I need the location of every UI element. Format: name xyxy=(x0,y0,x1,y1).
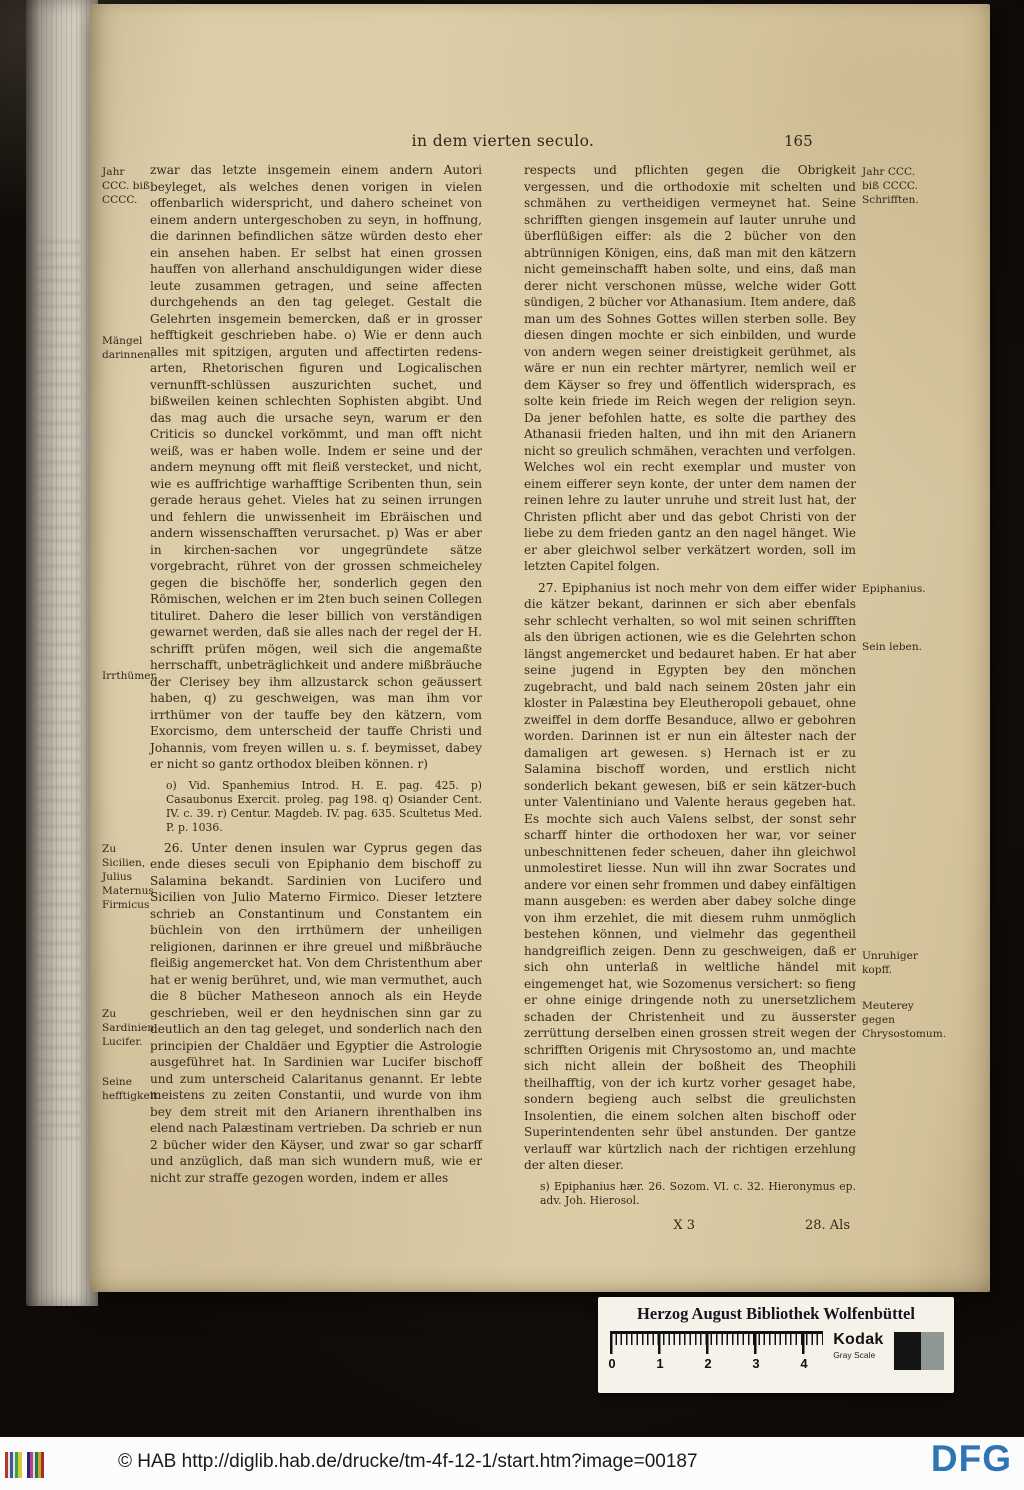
margin-note-hefftigkeit: Seine hefftigkeit. xyxy=(102,1076,161,1102)
ruler-number: 0 xyxy=(608,1356,616,1371)
left-paragraph-continued: zwar das letzte insgemein einem andern Autori beyleget, als welches denen vorigen in vielen offenbarlich widerspricht, und dahero scheinet von einem andern untergeschoben zu seyn, in hoffnung, die darinnen befindlichen sätze würden desto eher ein ansehen haben. Er selbst hat einen grossen hauffen von allerhand anschuldigungen wider diese leute zusammen getragen, und seine affecten durchgehends an den tag geleget. Gestalt die Gelehrten insgemein bemercken, daß er in grosser hefftigkeit geschrieben habe. o) Wie er denn auch alles mit spitzigen, arguten und affectirten redens-arten, Rhetorischen figuren und Logicalischen vernunfft-schlüssen auszurichten suchet, und bißweilen keinen schlechten Sophisten abgibt. Und das mag auch die ursache seyn, warum er den Criticis so dunckel vorkömmt, und man offt nicht weiß, was er haben wolle. Indem er seine und der andern meynung offt mit fleiß verstecket, und nicht, wie es auffrichtige warhafftige Scribenten thun, sein gerade heraus gehet. Vieles hat zu seinen irrungen und fehlern die unwissenheit im Ebräischen und andern wissenschafften verursachet. p) Was er aber in kirchen-sachen vor ungegründete sätze vorgebracht, rühret von der grossen schmeicheley gegen die bischöffe her, sonderlich gegen den Römischen, welchen er im 2ten buch seinen Collegen tituliret. Dahero die leser billich von verständigen gewarnet werden, daß sie alles nach der regel der H. schrifft prüfen mögen, weil sich die angemaßte herrschafft, unbeträglichkeit und andere mißbräuche der Clerisey bey ihm allzustarck schon geäussert haben, q) zu geschweigen, was man ihm vor irrthümer von der tauffe bey den kätzern, vom Exorcismo, dem unterscheid der tauffe Christi und Johannis, vom freyen willen u. s. f. beymisset, dabey er nicht so gantz orthodox bleiben können. r) xyxy=(150,163,482,771)
dfg-logo: DFG xyxy=(930,1438,1012,1479)
section-27-paragraph: 27. Epiphanius ist noch mehr von dem eiffer wider die kätzer bekant, darinnen er sich aber ebenfals sehr schlecht verhalten, so wol mit seinen schrifften als den übrigen actionen, wie es die Gelehrten schon längst angemercket und bedauret haben. Er hat aber seine jugend in Egypten bey den mönchen zugebracht, und bald nach seinem 20sten jahr ein kloster in Palæstina bey Eleutheropoli gebauet, ohne zweiffel in dem dorffe Besanduce, allwo er gebohren worden. Darinnen ist er nun ein ältester nach der damaligen art gewesen. s) Hernach ist er zu Salamina bischoff worden, und erstlich nicht sonderlich bekant gewesen, biß er sein kätzer-buch unter Valentiniano und Valente heraus gegeben hat. Es mochte sich auch Valens selbst, der sonst sehr scharff hinter die orthodoxen her war, vor seiner unbeschnittenen feder scheuen, daher ihn gleichwol unmolestiret liesse. Nun will ihn zwar Socrates und andere vor einen sehr frommen und dabey einfältigen mann ausgeben: es werden aber dabey solche dinge von ihm erzehlet, die mit diesem ruhm unmöglich bestehen können, und vielmehr das gegentheil handgreiflich zeigen. Denn zu geschweigen, daß er sich ohn unterlaß in weltliche händel mit eingemenget hat, wie Sozomenus versichert: so fieng er ohne einige dringende noth zu unersetzlichem schaden der Christenheit und zu äusserster zerrüttung derselben einen grossen streit wegen der schrifften Origenis mit Chrysostomo an, und machte sich nicht allein der boßheit des Theophili theilhafftig, von der ich kurtz vorher gesaget habe, sondern begieng auch selbst die greulichsten Insolentien, die einem solchen alten bischoff oder Superintendenten sehr übel anstunden. Der gantze verlauff war kürtzlich nach der richtigen erzehlung der alten dieser. xyxy=(524,580,856,1172)
book-page-edges xyxy=(26,0,98,1306)
margin-note-year-range: Jahr CCC. biß CCCC. xyxy=(102,166,150,206)
gray-scale-label: Gray Scale xyxy=(833,1350,876,1360)
ruler-number: 2 xyxy=(704,1356,712,1371)
ruler-number: 4 xyxy=(800,1356,808,1371)
footer-bar xyxy=(0,1437,1024,1490)
calibration-card xyxy=(598,1297,954,1393)
running-head: in dem vierten seculo. xyxy=(411,132,595,150)
margin-note-unruhig: Unruhiger kopff. xyxy=(862,950,918,976)
text-columns xyxy=(150,162,856,1236)
ruler-number: 1 xyxy=(656,1356,664,1371)
margin-note-maengel: Mängel darinnen. xyxy=(102,335,154,361)
margin-note-irrthuemer: Irrthümer. xyxy=(102,670,158,682)
margin-note-year-schriften: Jahr CCC. biß CCCC. Schrifften. xyxy=(862,166,919,206)
margin-note-sardinien: Zu Sardinien, Lucifer. xyxy=(102,1008,158,1048)
page-number: 165 xyxy=(784,132,813,150)
color-calibration-strip xyxy=(27,1452,44,1478)
calibration-card-content xyxy=(608,1331,944,1378)
calibration-card-title: Herzog August Bibliothek Wolfenbüttel xyxy=(637,1304,915,1323)
gray-patch xyxy=(921,1332,944,1370)
copyright-text: © HAB http://diglib.hab.de/drucke/tm-4f-12-1/start.htm?image=00187 xyxy=(118,1451,698,1472)
signature-row xyxy=(524,1218,856,1236)
margin-note-meuterey: Meuterey gegen Chrysostomum. xyxy=(862,1000,947,1040)
margin-note-epiphanius: Epiphanius. xyxy=(862,583,926,595)
ruler xyxy=(610,1331,823,1378)
signature-mark: X 3 xyxy=(673,1217,696,1233)
kodak-brand: Kodak xyxy=(833,1331,884,1348)
right-paragraph-continued: respects und pflichten gegen die Obrigkeit vergessen, und die orthodoxie mit schelten und schmähen zu vertheidigen vermeynet hat. Seine schrifften giengen insgemein auf lauter unruhe und überflüßigen eiffer: als die 2 bücher von den abtrünnigen Königen, eins, daß man mit den kätzern nicht gemeinschafft haben solte, und eins, daß man derer nicht verschonen müsse, welche wider Gott sündigen, 2 bücher vor Athanasium. Item andere, daß man um des Sohnes Gottes willen sterben solle. Bey diesen dingen mochte er sich einbilden, und wurde von andern wegen seiner dreistigkeit gerühmet, als wäre er nun ein rechter märtyrer, nemlich weil er dem Käyser so frey und öffentlich widersprach, es solte kein friede im Reich wegen der religion seyn. Da jener befohlen hatte, es solte die parthey des Athanasii frieden halten, und ihn mit den Arianern nicht so greulich schmähen, verachten und verfolgen. Welches wol ein recht exemplar und muster von einem eifferer seyn konte, der unter dem namen der reinen lehre zu lauter unruhe und streit lust hat, der Christen pflicht aber und das gebot Christi von der liebe zu dem frieden gantz an den nagel hänget. Wie er aber gleichwol selber verkätzert worden, soll im letzten Capitel folgen. xyxy=(524,163,856,573)
right-column xyxy=(524,162,856,1236)
left-footnote-block: o) Vid. Spanhemius Introd. H. E. pag. 425. p) Casaubonus Exercit. proleg. pag 198. q) Osiander Cent. IV. c. 39. r) Centur. Magdeb. IV. pag. 635. Scultetus Med. P. p. 1036. xyxy=(166,778,482,834)
right-footnote-block: s) Epiphanius hær. 26. Sozom. VI. c. 32. Hieronymus ep. adv. Joh. Hierosol. xyxy=(540,1179,856,1207)
black-patch xyxy=(894,1332,921,1370)
book-page xyxy=(90,4,990,1292)
kodak-brand-block xyxy=(833,1331,888,1360)
left-column xyxy=(150,162,482,1236)
catchword: 28. Als xyxy=(804,1217,850,1233)
color-calibration-strip xyxy=(5,1452,22,1478)
section-26-paragraph: 26. Unter denen insulen war Cyprus gegen das ende dieses seculi von Epiphanio dem bischoff zu Salamina bekandt. Sardinien von Lucifero und Sicilien von Julio Materno Firmico. Dieser letztere schrieb an Constantinum und Constantem ein büchlein von den irrthümern der unheiligen religionen, darinnen er ihre greuel und mißbräuche fleißig angemercket hat. Von dem Christenthum aber hat er wenig berühret, und, wie man vermuthet, auch die 8 bücher Matheseon annoch als ein Heyde geschrieben, weil er den heydnischen sinn gar zu deutlich an den tag geleget, und sonderlich nach den principien der Chaldäer und Egyptier die Astrologie ausgeführet hat. In Sardinien war Lucifer bischoff und zum unterscheid Calaritanus genannt. Er lebte meistens zu zeiten Constantii, und wurde von ihm bey dem streit mit den Arianern ihrenthalben ins elend nach Palæstinam vertrieben. Da schrieb er nun 2 bücher wider den Käyser, und zwar so gar scharff und anzüglich, daß man sich wundern muß, wie er nicht zur straffe gezogen worden, indem er alles xyxy=(150,840,482,1185)
margin-note-sein-leben: Sein leben. xyxy=(862,641,923,653)
ruler-number: 3 xyxy=(752,1356,760,1371)
margin-note-sicilien: Zu Sicilien, Julius Maternus Firmicus xyxy=(102,843,154,911)
